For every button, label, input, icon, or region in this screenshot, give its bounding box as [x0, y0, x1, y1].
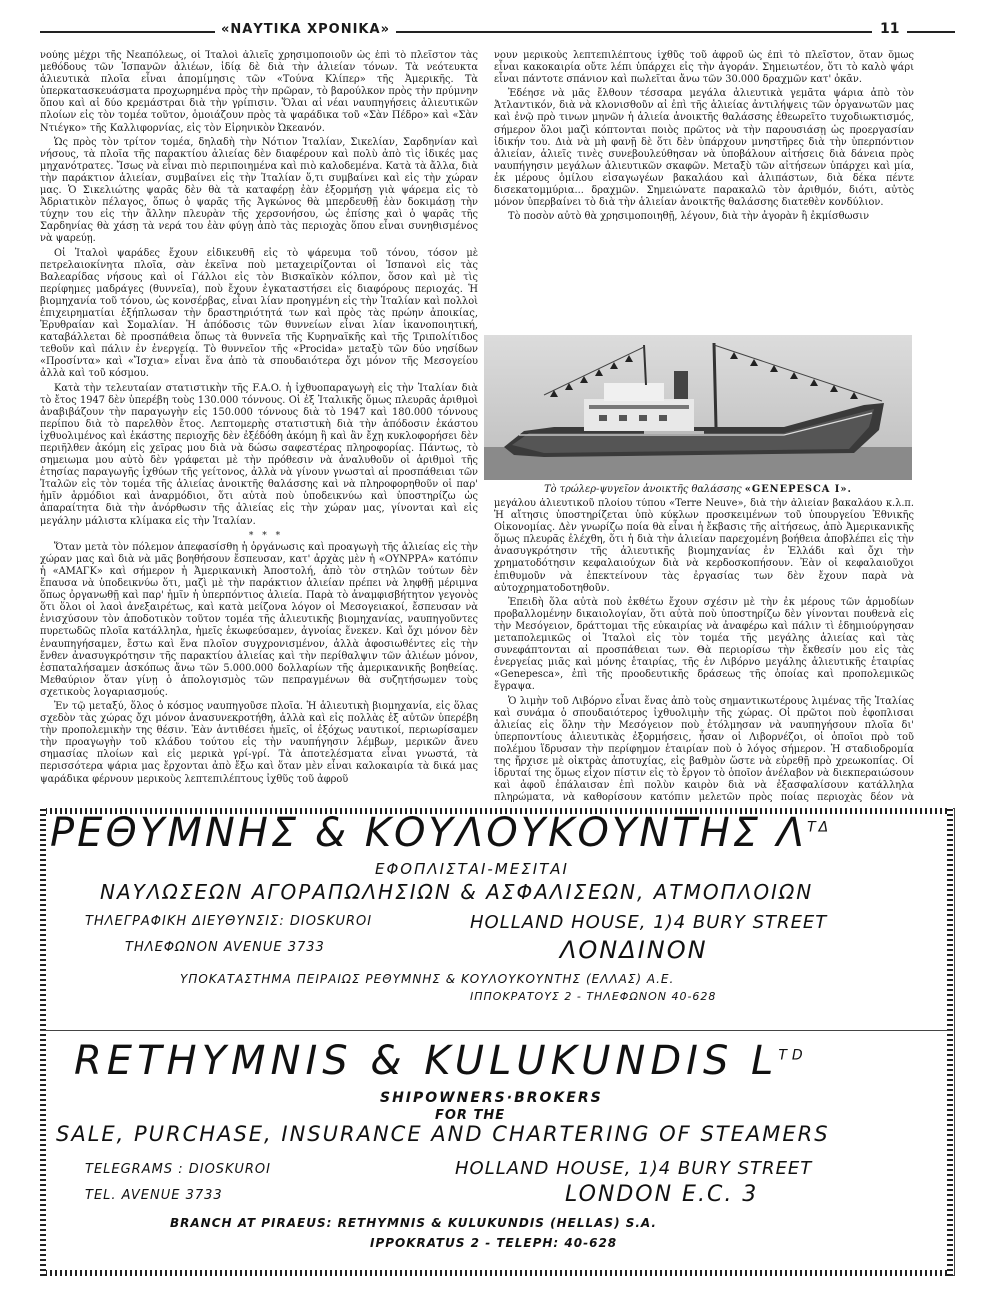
- english-for-the: FOR THE: [435, 1108, 506, 1123]
- left-column: [40, 50, 478, 798]
- ad-divider: [40, 1030, 953, 1031]
- paragraph: Ὅταν μετὰ τὸν πόλεμον ἀπεφασίσθη ἡ ὀργάνωσις καὶ προαγωγὴ τῆς ἁλιείας εἰς τὴν χώραν μας καὶ διὰ νὰ μᾶς βοηθήσουν ἔσπευσαν, κατ' ἀρχὰς μὲν ἡ «ΟΥΝΡΡΑ» κατόπιν ἡ «ΑΜΑΓΚ» καὶ σήμερον ἡ Ἀμερικανικὴ Ἀποστολή, ἀπὸ τὸν στηλῶν τούτων δὲν ἔπαυσα νὰ ὑποδεικνύω ὅτι, μαζὶ μὲ τὴν παράκτιον ἁλιείαν πρέπει νὰ ληφθῇ μέριμνα ὅπως ὀργανωθῇ καὶ παρ' ἡμῖν ἡ ὑπερπόντιος ἁλιεία. Παρὰ τὸ ἀναμφισβήτητον γεγονὸς ὅτι ὅλοι οἱ λαοὶ ἀνεξαιρέτως, καὶ κατὰ μείζονα λόγον οἱ Μεσογειακοί, ἔσπευσαν νὰ ἐνισχύσουν τὸν ἀποδοτικὸν τοῦτον τομέα τῆς ἁλιευτικῆς βιομηχανίας, ναυπηγοῦντες πυρετωδῶς πλοῖα κατάλληλα, ἡμεῖς ἐκωφεύσαμεν, ἀγνοίας ἕνεκεν. Καὶ ὄχι μόνον δὲν ἐναυπηγήσαμεν, ἔστω καὶ ἕνα πλοῖον συγχρονισμένον, ἀλλὰ ἀφοσιωθέντες εἰς τὴν ἔνθεν ἀνασυγκρότησιν τῆς παρακτίου ἁλιείας καὶ τὴν περίθαλψιν τῶν ἁλιέων μόνον, ἐσπαταλήσαμεν ἀσκόπως ἄνω τῶν 5.000.000 δολλαρίων τῆς ἀμερικανικῆς βοηθείας. Μεθαύριον ὅταν γίνῃ ὁ ἀπολογισμὸς τῶν πεπραγμένων θὰ συζητήσωμεν τοὺς σχετικοὺς λογαριασμούς.: [40, 541, 478, 698]
- ad-border-stripe: [40, 808, 46, 1276]
- header-rule: [40, 31, 955, 33]
- english-services: SALE, PURCHASE, INSURANCE AND CHARTERING OF STEAMERS: [56, 1122, 830, 1146]
- photo-caption: [484, 484, 912, 495]
- right-column-top: [494, 50, 914, 332]
- ship-photo: [484, 335, 912, 480]
- greek-services: ΝΑΥΛΩΣΕΩΝ ΑΓΟΡΑΠΩΛΗΣΙΩΝ & ΑΣΦΑΛΙΣΕΩΝ, ΑΤΜΟΠΛΟΙΩΝ: [100, 880, 814, 904]
- greek-city: ΛΟΝΔΙΝΟΝ: [560, 936, 708, 964]
- greek-company-text: ΡΕΘΥΜΝΗΣ & ΚΟΥΛΟΥΚΟΥΝΤΗΣ Λ: [50, 810, 808, 856]
- paragraph: νούης μέχρι τῆς Νεαπόλεως, οἱ Ἰταλοὶ ἁλιεῖς χρησιμοποιοῦν ὡς ἐπὶ τὸ πλεῖστον τὰς μεθόδους τῶν Ἰσπανῶν ἁλιέων, ἰδίᾳ δὲ διὰ τὴν ἁλιείαν τόνων. Τὰ νεότευκτα ἁλιευτικὰ πλοῖα εἶναι ἀπομίμησις τῶν «Τούνα Κλίπερ» τῆς Ἀμερικῆς. Τὰ ὑπερκατασκευάσματα προχωρημένα πρὸς τὴν πρῶραν, τὸ βαρούλκον πρὸς τὴν πρύμνην ὅπου καὶ αἱ δύο κρεμάστραι διὰ τὴν γρίπισιν. Ὅλαι αἱ νέαι ναυπηγήσεις ἁλιευτικῶν πλοίων εἰς τὸν τομέα τοῦτον, ὁμοιάζουν πρὸς τὰ ψαράδικα τοῦ «Σὰν Πέδρο» καὶ «Σὰν Ντιέγκο» τῆς Καλλιφορνίας, εἰς τὸν Εἰρηνικὸν Ὠκεανόν.: [40, 50, 478, 134]
- greek-company-name: [50, 810, 831, 856]
- english-branch-address: IPPOKRATUS 2 - TELEPH: 40-628: [370, 1236, 618, 1250]
- greek-telegraph: ΤΗΛΕΓΡΑΦΙΚΗ ΔΙΕΥΘΥΝΣΙΣ: DIOSKUROI: [85, 914, 373, 929]
- paragraph: Ὡς πρὸς τὸν τρίτον τομέα, δηλαδὴ τὴν Νότιον Ἰταλίαν, Σικελίαν, Σαρδηνίαν καὶ νήσους, τὰ πλοῖα τῆς παρακτίου ἁλιείας δὲν διαφέρουν καὶ πολὺ ἀπὸ τὶς ἰδικές μας μηχανότρατες. Ἴσως νὰ εἶναι πιὸ περιποιημένα καὶ πιὸ καλοδεμένα. Κατὰ τὰ ἄλλα, διὰ τὴν παράκτιον ἁλιείαν, συμβαίνει εἰς τὴν Ἰταλίαν ὅ,τι συμβαίνει καὶ εἰς τὴν χώραν μας. Ὁ Σικελιώτης ψαρᾶς δὲν θὰ τὰ καταφέρῃ ἐὰν ἐξορμήσῃ γιὰ ψάρεμα εἰς τὸ Ἀδριατικὸν πέλαγος, ὅπως ὁ ψαρᾶς τῆς Ἀγκώνος θὰ μπερδευθῇ ἐὰν δοκιμάσῃ τὴν τύχην του εἰς τὴν ἄλλην πλευρὰν τῆς χερσονήσου, ὡς ἐπίσης καὶ ὁ ψαρᾶς τῆς Σαρδηνίας θὰ χάσῃ τὰ νερά του ἐὰν φύγῃ ἀπὸ τὰς περιοχὰς ὅπου εἶναι συνηθισμένος νὰ ψαρεύῃ.: [40, 136, 478, 245]
- ad-border-stripe: [40, 1270, 953, 1276]
- english-city: LONDON E.C. 3: [565, 1182, 759, 1207]
- english-telegrams: TELEGRAMS : DIOSKUROI: [85, 1162, 271, 1177]
- ad-border-stripe: [947, 808, 953, 1276]
- english-phone: TEL. AVENUE 3733: [85, 1188, 223, 1203]
- english-company-name: [74, 1038, 808, 1084]
- greek-phone: ΤΗΛΕΦΩΝΟΝ AVENUE 3733: [125, 940, 325, 955]
- paragraph: Ἐδέησε νὰ μᾶς ἔλθουν τέσσαρα μεγάλα ἁλιευτικὰ γεμᾶτα ψάρια ἀπὸ τὸν Ἀτλαντικόν, διὰ νὰ κλονισθοῦν αἱ ἐπὶ τῆς ἁλιείας ἀντιλήψεις τῶν ὀργανωτῶν μας καὶ ἐνῷ πρὸ τινων μηνῶν ἡ ἁλιεία ἀνοικτῆς θαλάσσης ἐθεωρεῖτο τυχοδιωκτισμός, σήμερον ὅλοι μαζὶ κόπτονται ποιὸς πρῶτος νὰ τὴν παρουσιάσῃ ὡς προεργασίαν ἰδικήν του. Διὰ νὰ μὴ φανῇ δὲ ὅτι δὲν ὑπάρχουν μνηστῆρες διὰ τὴν ὑπερπόντιον ἁλιείαν, ἁλιεῖς τινὲς συνεβουλεύθησαν νὰ ὑποβάλουν αἰτήσεις διὰ δάνεια πρὸς ναυπήγησιν μεγάλων ἁλιευτικῶν σκαφῶν. Μεταξὺ τῶν αἰτήσεων ὑπάρχει καὶ μία, ἐκ μέρους ὁμίλου εἰσαγωγέων βακαλάου καὶ ἁλιπάστων, διὰ δέκα πέντε δισεκατομμύρια... δραχμῶν. Σημειώνατε παρακαλῶ τὸν ἀριθμόν, διότι, αὐτὸς μόνον ὑπερβαίνει τὸ διὰ τὴν ἁλιείαν ἀνοικτῆς θαλάσσης διατεθὲν κονδύλιον.: [494, 88, 914, 209]
- english-address: HOLLAND HOUSE, 1)4 BURY STREET: [455, 1158, 813, 1179]
- page-number: 11: [872, 21, 907, 37]
- page-header: [40, 18, 955, 44]
- paragraph: Κατὰ τὴν τελευταίαν στατιστικὴν τῆς F.A.O. ἡ ἰχθυοπαραγωγὴ εἰς τὴν Ἰταλίαν διὰ τὸ ἔτος 1947 δὲν ὑπερέβη τοὺς 130.000 τόννους. Οἱ ἐξ Ἰταλικῆς ὅμως πλευρᾶς ἀριθμοὶ ἀναβιβάζουν τὴν παραγωγὴν εἰς 150.000 τόννους διὰ τὸ 1947 καὶ 180.000 τόννους περίπου διὰ τὸ παρελθὸν ἔτος. Λεπτομερὴς στατιστικὴ διὰ τὴν ἀπόδοσιν ἑκάστου ἰχθυολιμένος καὶ ἑκάστης περιοχῆς δὲν ἐξέδόθη ἀκόμη ἢ καὶ ἂν ἔχῃ κυκλοφορήσει δὲν περιῆλθεν ἀκόμη εἰς χεῖρας μου διὰ νὰ δώσω σαφεστέρας πληροφορίας. Πάντως, τὸ σημειωμα μου αὐτὸ δὲν γράφεται μὲ τὴν πρόθεσιν νὰ ἀναλυθοῦν οἱ ἀριθμοὶ τῆς ἐτησίας παραγωγῆς ἰχθύων τῆς γείτονος, ἀλλὰ νὰ γίνουν γνωσταὶ αἱ προσπάθειαι τῶν Ἰταλῶν εἰς τὸν τομέα τῆς ἁλιείας ἀνοικτῆς θαλάσσης καὶ νὰ πληροφορηθοῦν οἱ παρ' ἡμῖν ἁρμόδιοι καὶ ἀναρμόδιοι, ὅτι αὐτὰ ποὺ ὑποδεικνύω καὶ ὑποστηρίζω ὡς ἀπαραίτητα διὰ τὴν ἀνόρθωσιν τῆς ἁλιείας εἰς τὴν χώραν μας, γίνονται καὶ εἰς μεγάλην μάλιστα κλίμακα εἰς τὴν Ἰταλίαν.: [40, 382, 478, 527]
- english-company-suffix: TD: [778, 1047, 808, 1064]
- english-role: SHIPOWNERS·BROKERS: [380, 1090, 603, 1106]
- ship-name: «GENEPESCA I».: [744, 484, 852, 495]
- paragraph: Ἐπειδὴ ὅλα αὐτὰ ποὺ ἐκθέτω ἔχουν σχέσιν μὲ τὴν ἐκ μέρους τῶν ἁρμοδίων προβαλλομένην δικαιολογίαν, ὅτι αὐτὰ ποὺ ὑποστηρίζω δὲν γίνονται πουθενὰ εἰς τὴν Μεσόγειον, δράττομαι τῆς εὐκαιρίας νὰ ἀναφέρω καὶ πάλιν τὶ ἐδημιούργησαν μεταπολεμικῶς οἱ Ἰταλοὶ εἰς τὸν τομέα τῆς μεγάλης ἁλιείας καὶ τὰς συνεφάπτονται αἱ προσπάθειαι των. Θὰ περιορίσω τὴν ἔκθεσίν μου εἰς τὰς ἐνεργείας μιᾶς καὶ μόνης ἑταιρίας, τῆς ἐν Λιβόρνο μεγάλης ἁλιευτικῆς ἑταιρίας «Genepesca», ἐπὶ τῆς προοδευτικῆς δράσεως τῆς ὁποίας καὶ προπολεμικῶς ἔγραψα.: [494, 596, 914, 693]
- paragraph: νουν μερικοὺς λεπτεπιλέπτους ἰχθῦς τοῦ ἀφροῦ ὡς ἐπὶ τὸ πλεῖστον, ὅταν ὅμως εἶναι κακοκαιρία οὔτε λέπι ὑπάρχει εἰς τὴν ἀγοράν. Σημειωτέον, ὅτι τὸ καλὸ ψάρι εἶναι πάντοτε σπάνιον καὶ πωλεῖται ἄνω τῶν 30.000 δραχμῶν κατ' ὀκᾶν.: [494, 50, 914, 86]
- trawler-illustration: [484, 335, 912, 480]
- caption-text: Τὸ τρώλερ-ψυγεῖον ἀνοικτῆς θαλάσσης: [544, 484, 742, 495]
- paragraph: μεγάλου ἁλιευτικοῦ πλοίου τύπου «Terre Neuve», διὰ τὴν ἁλιείαν βακαλάου κ.λ.π. Ἡ αἴτησις ὑποστηρίζεται ὑπὸ κύκλων προσκειμένων τοῦ ὑπουργείου Ἐθνικῆς Οἰκονομίας. Δὲν γνωρίζω ποία θὰ εἶναι ἡ ἔκβασις τῆς αἰτήσεως, ἀπὸ Ἀμερικανικῆς ὅμως πλευρᾶς ἐλέχθη, ὅτι ἡ διὰ τὴν ἁλιείαν παρεχομένη βοήθεια ἀποβλέπει εἰς τὴν ἀνασυγκρότησιν τῆς ἁλιευτικῆς βιομηχανίας ἐν Ἑλλάδι καὶ ὄχι τὴν χρηματοδότησιν κεφαλαιούχων διὰ νὰ κερδοσκοπήσουν. Ἐὰν οἱ κεφαλαιοῦχοι ἐπιθυμοῦν νὰ ἐπεκτείνουν τὰς ἐργασίας των δὲν ἔχουν παρὰ νὰ αὐτοχρηματοδοτηθοῦν.: [494, 498, 914, 594]
- english-branch: BRANCH AT PIRAEUS: RETHYMNIS & KULUKUNDIS (HELLAS) S.A.: [170, 1216, 657, 1230]
- company-advertisement: [40, 808, 955, 1276]
- publication-title: «ΝΑΥΤΙΚΑ ΧΡΟΝΙΚΑ»: [215, 22, 396, 37]
- english-company-text: RETHYMNIS & KULUKUNDIS L: [74, 1038, 779, 1084]
- greek-address: HOLLAND HOUSE, 1)4 BURY STREET: [470, 912, 828, 933]
- paragraph: Τὸ ποσὸν αὐτὸ θὰ χρησιμοποιηθῇ, λέγουν, διὰ τὴν ἀγορὰν ἢ ἐκμίσθωσιν: [508, 211, 870, 223]
- greek-role: ΕΦΟΠΛΙΣΤΑΙ-ΜΕΣΙΤΑΙ: [375, 860, 569, 878]
- paragraph: Ἐν τῷ μεταξύ, ὅλος ὁ κόσμος ναυπηγοῦσε πλοῖα. Ἡ ἁλιευτικὴ βιομηχανία, εἰς ὅλας σχεδὸν τὰς χώρας ὄχι μόνον ἀνασυνεκροτήθη, ἀλλὰ καὶ εἰς πολλὰς ἐξ αὐτῶν ὑπερέβη τὴν προπολεμικὴν της θέσιν. Ἐὰν ἀντιθέσει ἡμεῖς, οἱ ἐξόχως ναυτικοί, περιωρίσαμεν τὴν προαγωγὴν τοῦ κλάδου τούτου εἰς τὴν ναυπήγησιν λέμβων, μερικῶν ἄνευ σημασίας πλοίων καὶ εἰς μερικὰ γρί-γρί. Τὰ ἀποτελέσματα εἶναι γνωστά, τὰ περισσότερα ψάρια μας ἔρχονται ἀπὸ ἔξω καὶ ὅταν μὲν εἶναι καλοκαιρία τὰ δικά μας ψαράδικα φέρνουν μερικοὺς λεπτεπιλέπτους ἰχθῦς τοῦ ἀφροῦ: [40, 700, 478, 785]
- paragraph: Ὁ λιμὴν τοῦ Λιβόρνο εἶναι ἕνας ἀπὸ τοὺς σημαντικωτέρους λιμένας τῆς Ἰταλίας καὶ συνάμα ὁ σπουδαιότερος ἰχθυολιμὴν τῆς χώρας. Οἱ πρῶτοι ποὺ ἐφοπλισαι ἁλιείας εἰς ὅλην τὴν Μεσόγειον ποὺ ἐτόλμησαν νὰ ναυπηγήσουν πλοῖα δι' ὑπερποντίους ἁλιευτικὰς ἐξορμήσεις, ἦσαν οἱ Λιβορνέζοι, οἱ ὁποῖοι πρὸ τοῦ πολέμου ἵδρυσαν τὴν περίφημον ἑταιρίαν ποὺ ὁ λόγος σήμερον. Ἡ σταδιοδρομία της ἤρχισε μὲ οἰκτρὰς ἀποτυχίας, εἰς βαθμὸν ὥστε νὰ εὑρεθῇ πρὸ χρεωκοπίας. Οἱ ἱδρυταί της ὅμως εἶχον πίστιν εἰς τὸ ἔργον τὸ ὁποῖον ἀνέλαβον νὰ διεκπεραιώσουν καὶ ἀφοῦ ἐπάλαισαν ἐπὶ πολὺν καιρὸν διὰ νὰ ἐξασφαλίσουν κατάλληλα πληρώματα, νὰ καθορίσουν κατόπιν μελετῶν πρὸς ποίας περιοχὰς δέον νὰ: [494, 695, 914, 804]
- greek-company-suffix: ΤΔ: [807, 819, 832, 836]
- section-separator: * * *: [248, 530, 284, 541]
- right-column-bottom: [494, 498, 914, 804]
- greek-branch: ΥΠΟΚΑΤΑΣΤΗΜΑ ΠΕΙΡΑΙΩΣ ΡΕΘΥΜΝΗΣ & ΚΟΥΛΟΥΚΟΥΝΤΗΣ (ΕΛΛΑΣ) Α.Ε.: [180, 972, 675, 986]
- greek-branch-address: ΙΠΠΟΚΡΑΤΟΥΣ 2 - ΤΗΛΕΦΩΝΟΝ 40-628: [470, 990, 717, 1003]
- paragraph: Οἱ Ἰταλοὶ ψαράδες ἔχουν εἰδικευθῆ εἰς τὸ ψάρευμα τοῦ τόνου, τόσον μὲ πετρελαιοκίνητα πλοῖα, σὰν ἐκεῖνα ποὺ μεταχειρίζονται οἱ Ἰσπανοὶ εἰς τὰς Βαλεαρίδας νήσους καὶ οἱ Γάλλοι εἰς τὸν Βισκαϊκὸν κόλπον, ὅσον καὶ μὲ τὶς περίφημες μαδράγες (θυννεῖα), ποὺ ἔχουν ἐγκαταστήσει εἰς διαφόρους περιοχάς. Ἡ βιομηχανία τοῦ τόνου, ὡς κονσέρβας, εἶναι λίαν προηγμένη εἰς τὴν Ἰταλίαν καὶ πολλοὶ ἐπιχειρηματίαι ἐξήπλωσαν τὴν δραστηριότητά των καὶ πρὸς τὰς πρώην ἀποικίας, Ἐρυθραίαν καὶ Σομαλίαν. Ἡ ἀπόδοσις τῶν θυννείων εἶναι λίαν ἱκανοποιητική, καταβάλλεται δὲ προσπάθεια ὅπως τὰ θυννεῖα τῆς Κυρηναϊκῆς καὶ τῆς Τριπολίτιδος τεθοῦν καὶ πάλιν ἐν ἐνεργείᾳ. Τὸ θυννεῖον τῆς «Procida» μεταξὺ τῶν δύο νησίδων «Προσίντα» καὶ «Ἴσχια» εἶναι ἕνα ἀπὸ τὰ σπουδαιότερα ὄχι μόνον τῆς Μεσογείου ἀλλὰ καὶ τοῦ κόσμου.: [40, 247, 478, 380]
